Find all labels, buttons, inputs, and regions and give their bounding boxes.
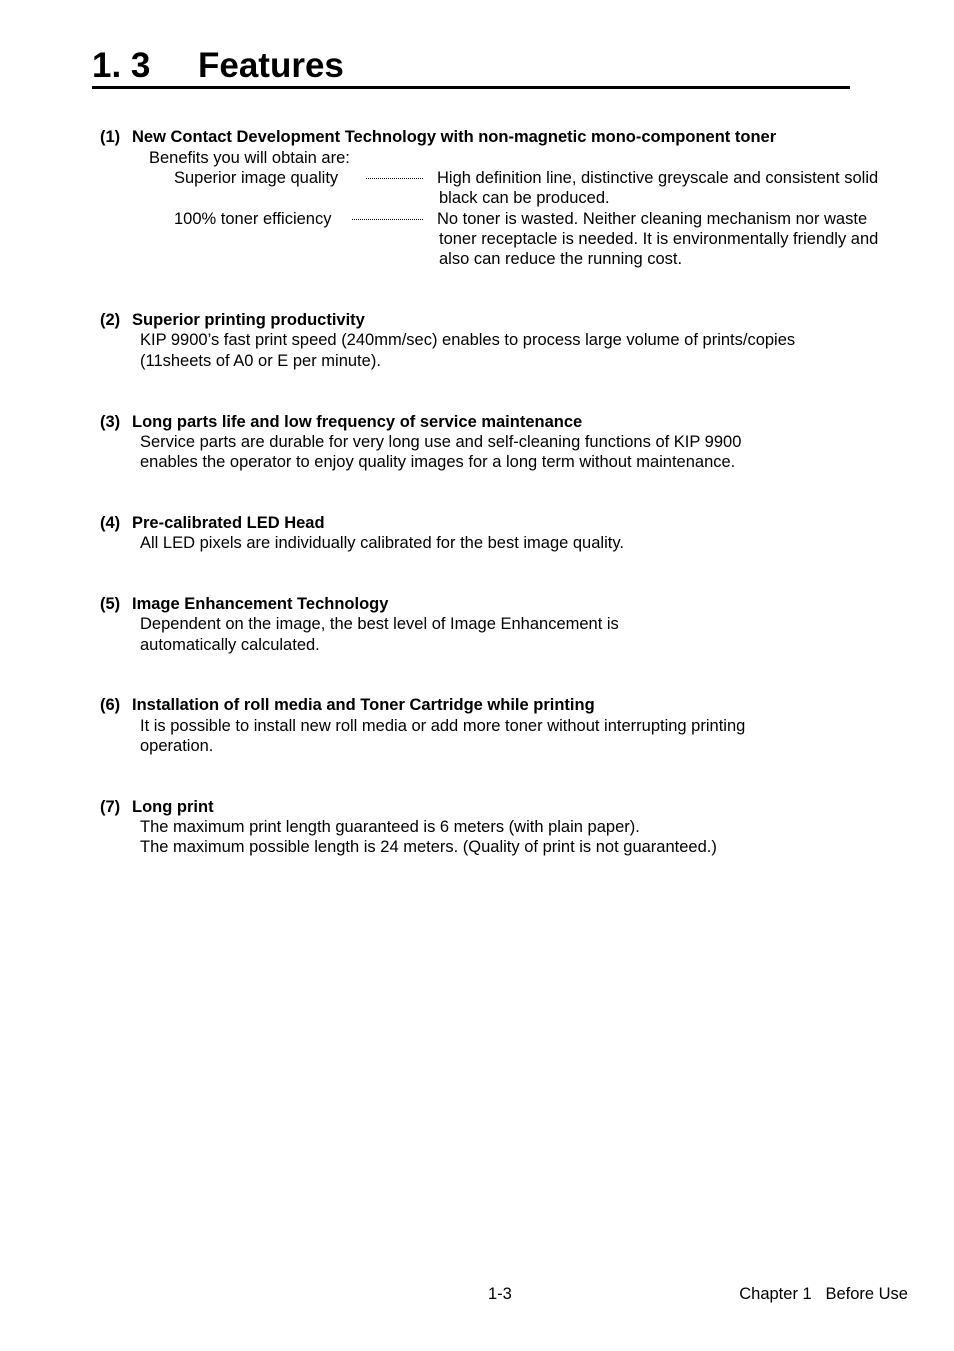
section-heading: Superior printing productivity <box>132 311 365 329</box>
section-body-line: automatically calculated. <box>140 636 320 654</box>
section-number: (6) <box>100 696 121 714</box>
benefit-desc-line: also can reduce the running cost. <box>439 250 683 268</box>
section-body-line: Dependent on the image, the best level of Image Enhancement is <box>140 615 619 633</box>
benefit-desc-line: black can be produced. <box>439 189 610 207</box>
chapter-label: Chapter 1 Before Use <box>739 1285 908 1303</box>
benefit-desc-line: High definition line, distinctive greyscale and consistent solid <box>437 169 879 187</box>
section-1-title <box>100 127 776 147</box>
section-heading: Long print <box>132 798 214 816</box>
section-heading: Pre-calibrated LED Head <box>132 514 325 532</box>
benefit-label: 100% toner efficiency <box>174 210 332 228</box>
leader-dots <box>366 178 423 179</box>
benefit-desc-line: toner receptacle is needed. It is environmentally friendly and <box>439 230 879 248</box>
section-5-title <box>100 594 388 614</box>
page-number: 1-3 <box>488 1285 512 1303</box>
section-3-title <box>100 412 582 432</box>
section-body-line: enables the operator to enjoy quality images for a long term without maintenance. <box>140 453 736 471</box>
section-number: (7) <box>100 798 121 816</box>
section-body-line: operation. <box>140 737 214 755</box>
section-4-title <box>100 513 325 533</box>
section-2-title <box>100 310 365 330</box>
benefit-label: Superior image quality <box>174 169 339 187</box>
section-body-line: KIP 9900’s fast print speed (240mm/sec) enables to process large volume of prints/copies <box>140 331 796 349</box>
leader-dots <box>352 219 423 220</box>
section-body-line: The maximum possible length is 24 meters. (Quality of print is not guaranteed.) <box>140 838 717 856</box>
page-heading <box>92 44 850 89</box>
section-heading: New Contact Development Technology with non-magnetic mono-component toner <box>132 128 777 146</box>
heading-number: 1. 3 <box>92 46 151 85</box>
section-body-line: The maximum print length guaranteed is 6 meters (with plain paper). <box>140 818 640 836</box>
section-heading: Long parts life and low frequency of service maintenance <box>132 413 583 431</box>
section-number: (3) <box>100 413 121 431</box>
section-body-line: All LED pixels are individually calibrated for the best image quality. <box>140 534 624 552</box>
heading-title: Features <box>198 46 344 85</box>
section-7-title <box>100 797 214 817</box>
section-6-title <box>100 695 595 715</box>
section-body-line: Service parts are durable for very long use and self-cleaning functions of KIP 9900 <box>140 433 742 451</box>
section-body-line: (11sheets of A0 or E per minute). <box>140 352 381 370</box>
section-heading: Installation of roll media and Toner Cartridge while printing <box>132 696 595 714</box>
section-number: (1) <box>100 128 121 146</box>
section-heading: Image Enhancement Technology <box>132 595 389 613</box>
benefit-desc-line: No toner is wasted. Neither cleaning mechanism nor waste <box>437 210 868 228</box>
section-number: (2) <box>100 311 121 329</box>
benefits-intro: Benefits you will obtain are: <box>149 149 350 167</box>
section-number: (4) <box>100 514 121 532</box>
section-body-line: It is possible to install new roll media or add more toner without interrupting printing <box>140 717 746 735</box>
section-number: (5) <box>100 595 121 613</box>
